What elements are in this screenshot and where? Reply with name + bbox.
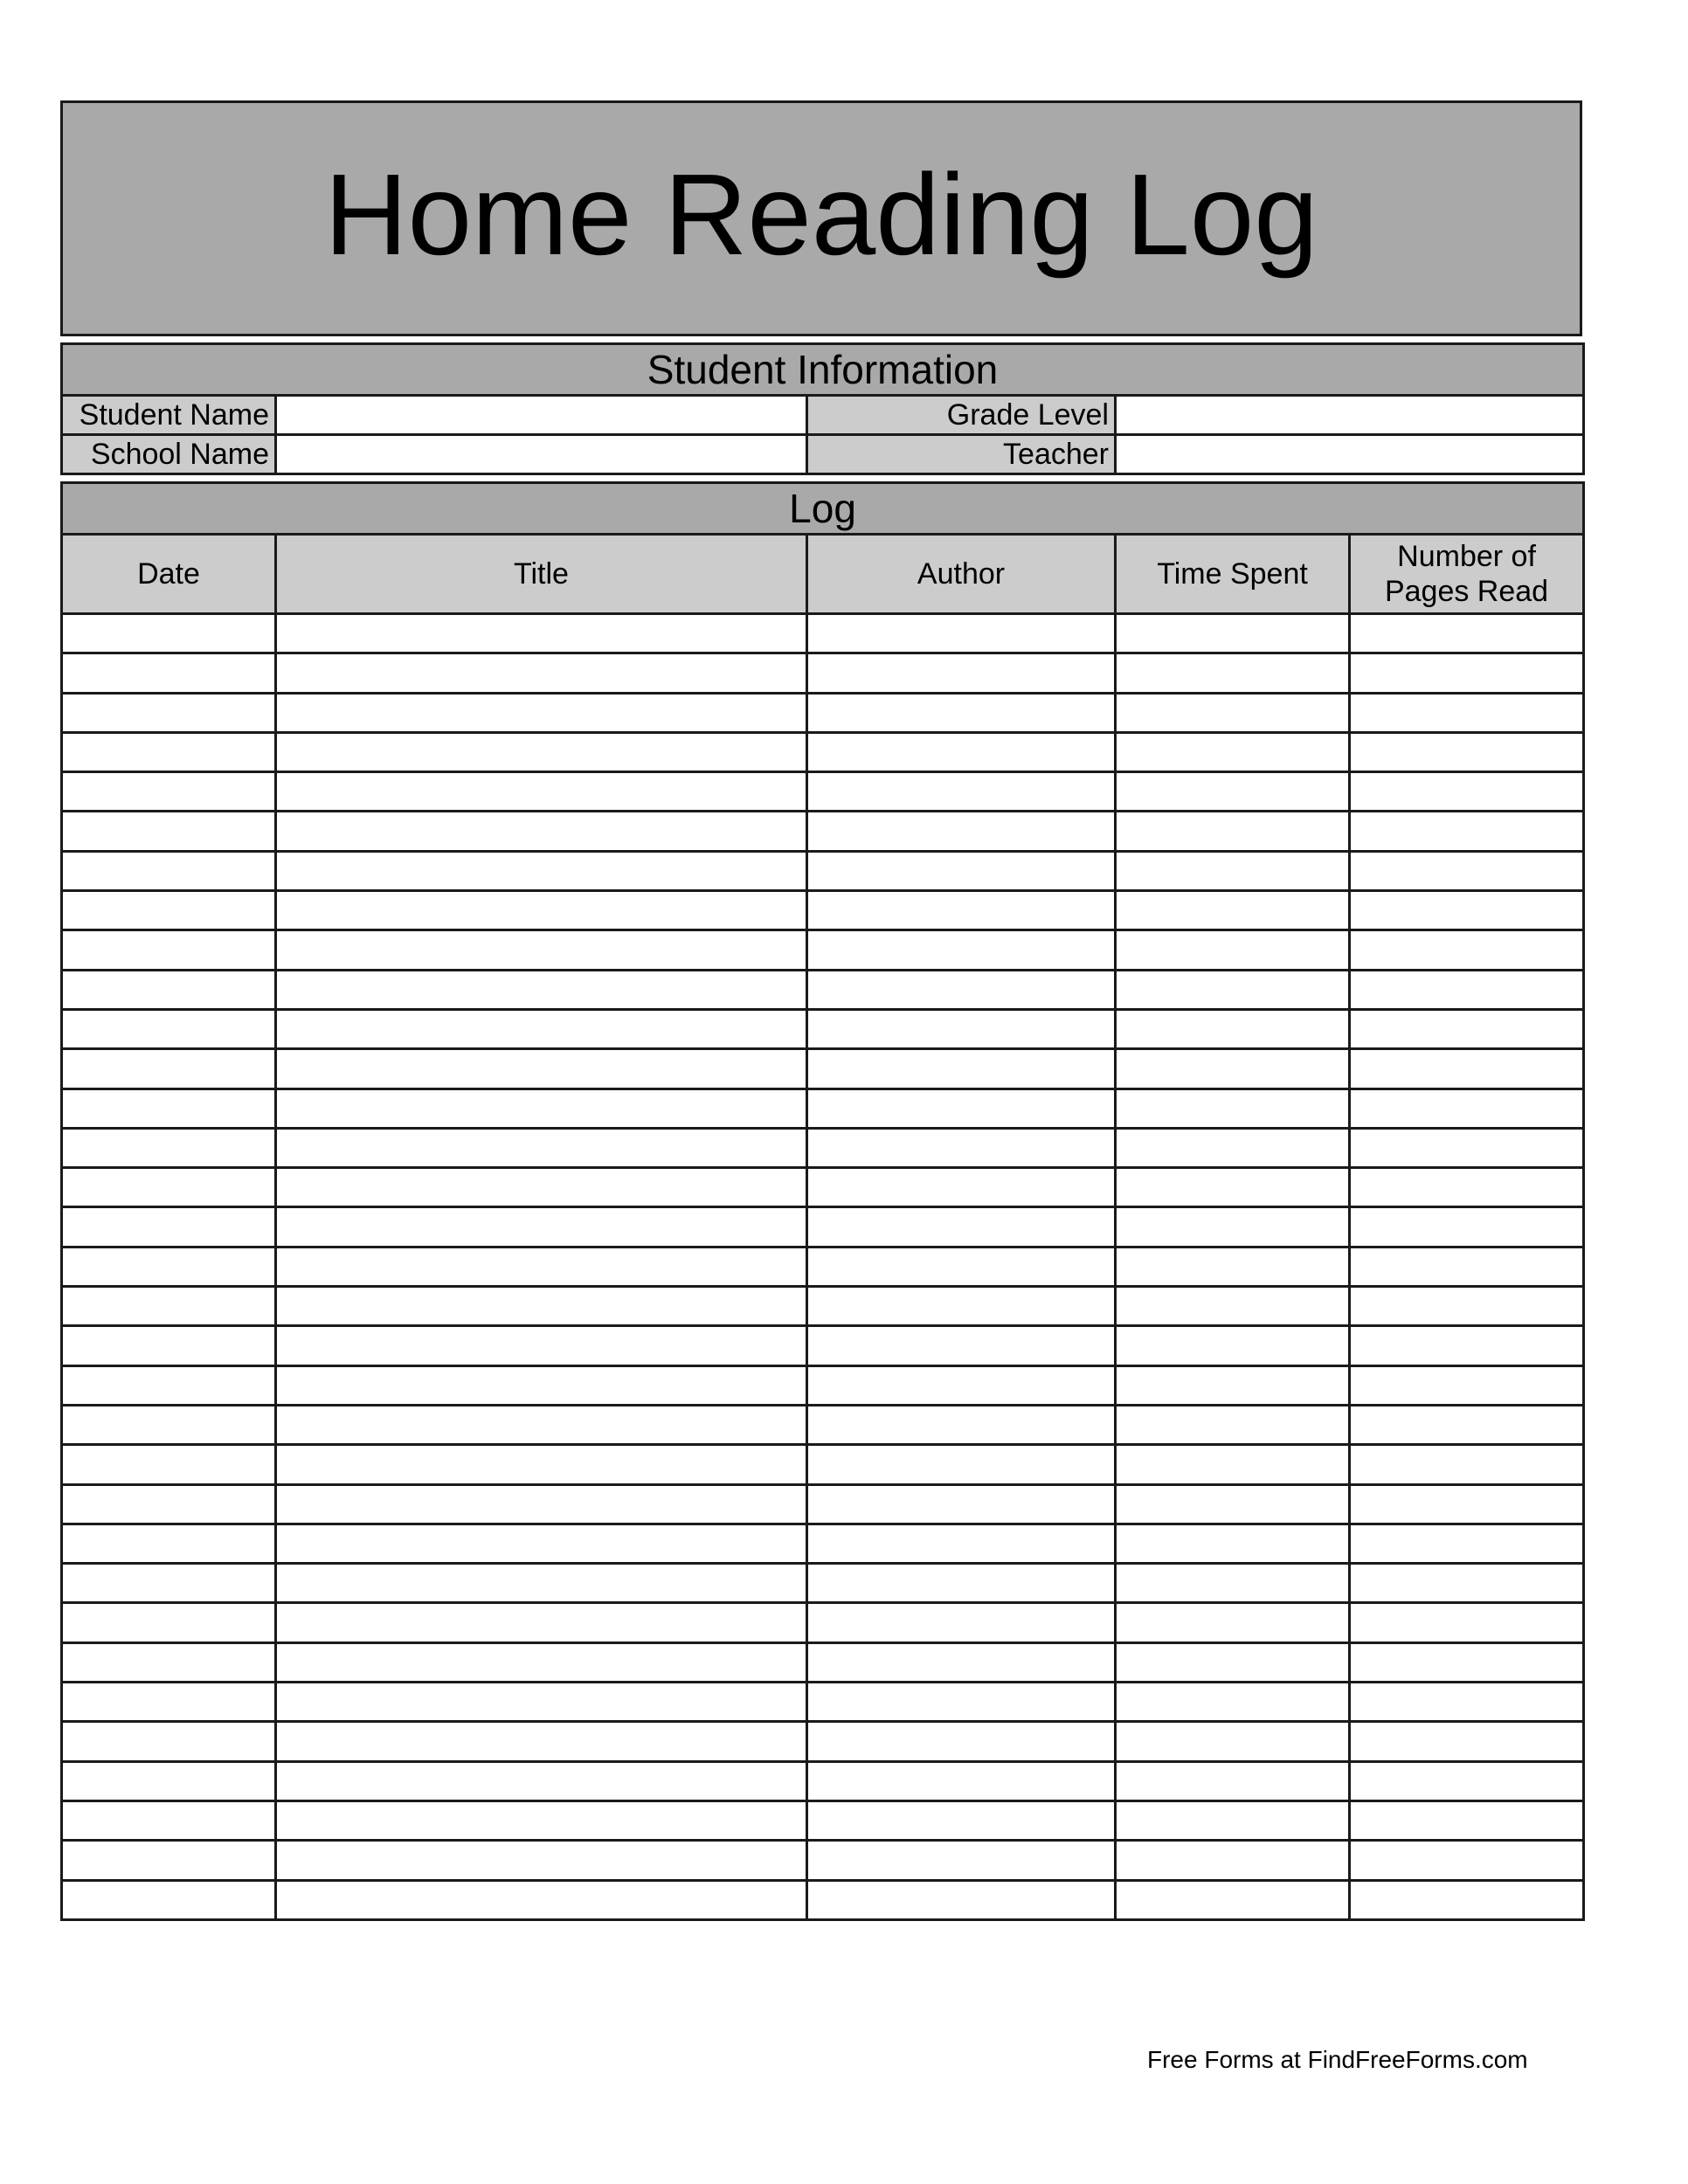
- title-cell[interactable]: [276, 1365, 807, 1405]
- time-spent-cell[interactable]: [1116, 732, 1350, 771]
- title-cell[interactable]: [276, 1049, 807, 1089]
- date-cell[interactable]: [62, 614, 276, 653]
- title-cell[interactable]: [276, 1326, 807, 1365]
- author-cell[interactable]: [807, 1326, 1116, 1365]
- author-cell[interactable]: [807, 693, 1116, 732]
- table-row: [62, 1603, 1584, 1642]
- title-cell[interactable]: [276, 1009, 807, 1048]
- author-cell[interactable]: [807, 1800, 1116, 1840]
- date-cell[interactable]: [62, 1484, 276, 1524]
- table-row: [62, 1365, 1584, 1405]
- student-name-label: Student Name: [62, 396, 276, 435]
- log-heading: Log: [62, 483, 1584, 535]
- pages-read-cell[interactable]: [1350, 1722, 1584, 1761]
- log-column-headers: [62, 535, 1584, 614]
- table-row: [62, 1287, 1584, 1326]
- time-spent-cell[interactable]: [1116, 812, 1350, 851]
- pages-read-cell[interactable]: [1350, 1603, 1584, 1642]
- pages-read-cell[interactable]: [1350, 732, 1584, 771]
- table-row: [62, 812, 1584, 851]
- table-row: [62, 1207, 1584, 1247]
- date-cell[interactable]: [62, 891, 276, 930]
- author-cell[interactable]: [807, 1049, 1116, 1089]
- author-cell[interactable]: [807, 1603, 1116, 1642]
- date-cell[interactable]: [62, 1049, 276, 1089]
- pages-read-cell[interactable]: [1350, 1564, 1584, 1603]
- title-cell[interactable]: [276, 614, 807, 653]
- date-cell[interactable]: [62, 1880, 276, 1919]
- author-cell[interactable]: [807, 614, 1116, 653]
- date-cell[interactable]: [62, 1089, 276, 1128]
- pages-read-cell[interactable]: [1350, 1524, 1584, 1563]
- time-spent-cell[interactable]: [1116, 1603, 1350, 1642]
- table-row: [62, 1800, 1584, 1840]
- date-cell[interactable]: [62, 732, 276, 771]
- author-cell[interactable]: [807, 1405, 1116, 1444]
- table-row: [62, 1761, 1584, 1800]
- author-cell[interactable]: [807, 1168, 1116, 1207]
- title-banner: [60, 100, 1582, 336]
- title-cell[interactable]: [276, 1287, 807, 1326]
- log-col-pages-read: Number of Pages Read: [1350, 535, 1584, 614]
- pages-read-cell[interactable]: [1350, 1168, 1584, 1207]
- time-spent-cell[interactable]: [1116, 1524, 1350, 1563]
- log-col-title: Title: [276, 535, 807, 614]
- pages-read-cell[interactable]: [1350, 1761, 1584, 1800]
- date-cell[interactable]: [62, 1128, 276, 1167]
- table-row: [62, 1564, 1584, 1603]
- student-name-field[interactable]: [276, 396, 807, 435]
- title-cell[interactable]: [276, 693, 807, 732]
- table-row: [62, 693, 1584, 732]
- time-spent-cell[interactable]: [1116, 1800, 1350, 1840]
- table-row: [62, 772, 1584, 812]
- author-cell[interactable]: [807, 1722, 1116, 1761]
- pages-read-cell[interactable]: [1350, 1880, 1584, 1919]
- author-cell[interactable]: [807, 1524, 1116, 1563]
- author-cell[interactable]: [807, 970, 1116, 1009]
- pages-read-cell[interactable]: [1350, 1009, 1584, 1048]
- author-cell[interactable]: [807, 653, 1116, 693]
- date-cell[interactable]: [62, 772, 276, 812]
- pages-read-cell[interactable]: [1350, 1800, 1584, 1840]
- date-cell[interactable]: [62, 1207, 276, 1247]
- table-row: [62, 1524, 1584, 1563]
- author-cell[interactable]: [807, 851, 1116, 890]
- title-cell[interactable]: [276, 891, 807, 930]
- author-cell[interactable]: [807, 1128, 1116, 1167]
- time-spent-cell[interactable]: [1116, 1564, 1350, 1603]
- table-row: [62, 1247, 1584, 1286]
- time-spent-cell[interactable]: [1116, 1722, 1350, 1761]
- time-spent-cell[interactable]: [1116, 1009, 1350, 1048]
- title-cell[interactable]: [276, 1880, 807, 1919]
- table-row: [62, 1880, 1584, 1919]
- author-cell[interactable]: [807, 1247, 1116, 1286]
- time-spent-cell[interactable]: [1116, 1405, 1350, 1444]
- time-spent-cell[interactable]: [1116, 1207, 1350, 1247]
- author-cell[interactable]: [807, 1642, 1116, 1682]
- author-cell[interactable]: [807, 1287, 1116, 1326]
- author-cell[interactable]: [807, 891, 1116, 930]
- pages-read-cell[interactable]: [1350, 1445, 1584, 1484]
- title-cell[interactable]: [276, 1484, 807, 1524]
- date-cell[interactable]: [62, 970, 276, 1009]
- author-cell[interactable]: [807, 812, 1116, 851]
- title-cell[interactable]: [276, 812, 807, 851]
- title-cell[interactable]: [276, 1722, 807, 1761]
- table-row: [62, 1089, 1584, 1128]
- date-cell[interactable]: [62, 1564, 276, 1603]
- title-cell[interactable]: [276, 1405, 807, 1444]
- title-cell[interactable]: [276, 1800, 807, 1840]
- time-spent-cell[interactable]: [1116, 1128, 1350, 1167]
- time-spent-cell[interactable]: [1116, 1683, 1350, 1722]
- page-title: Home Reading Log: [324, 150, 1318, 279]
- time-spent-cell[interactable]: [1116, 1365, 1350, 1405]
- title-cell[interactable]: [276, 930, 807, 970]
- time-spent-cell[interactable]: [1116, 1642, 1350, 1682]
- log-col-time-spent: Time Spent: [1116, 535, 1350, 614]
- author-cell[interactable]: [807, 1089, 1116, 1128]
- date-cell[interactable]: [62, 1445, 276, 1484]
- title-cell[interactable]: [276, 1168, 807, 1207]
- date-cell[interactable]: [62, 1683, 276, 1722]
- title-cell[interactable]: [276, 970, 807, 1009]
- date-cell[interactable]: [62, 1841, 276, 1880]
- pages-read-cell[interactable]: [1350, 1642, 1584, 1682]
- date-cell[interactable]: [62, 1761, 276, 1800]
- teacher-field[interactable]: [1116, 435, 1584, 474]
- title-cell[interactable]: [276, 1683, 807, 1722]
- pages-read-cell[interactable]: [1350, 772, 1584, 812]
- title-cell[interactable]: [276, 732, 807, 771]
- time-spent-cell[interactable]: [1116, 1049, 1350, 1089]
- table-row: [62, 653, 1584, 693]
- student-info-heading: Student Information: [62, 344, 1584, 396]
- footer-credit: Free Forms at FindFreeForms.com: [1147, 2046, 1528, 2073]
- pages-read-cell[interactable]: [1350, 653, 1584, 693]
- title-cell[interactable]: [276, 772, 807, 812]
- table-row: [62, 1168, 1584, 1207]
- title-cell[interactable]: [276, 1761, 807, 1800]
- grade-level-field[interactable]: [1116, 396, 1584, 435]
- pages-read-cell[interactable]: [1350, 970, 1584, 1009]
- title-cell[interactable]: [276, 1089, 807, 1128]
- log-col-date: Date: [62, 535, 276, 614]
- date-cell[interactable]: [62, 1603, 276, 1642]
- time-spent-cell[interactable]: [1116, 1326, 1350, 1365]
- date-cell[interactable]: [62, 1642, 276, 1682]
- pages-read-cell[interactable]: [1350, 851, 1584, 890]
- pages-read-cell[interactable]: [1350, 1287, 1584, 1326]
- date-cell[interactable]: [62, 1009, 276, 1048]
- author-cell[interactable]: [807, 1484, 1116, 1524]
- pages-read-cell[interactable]: [1350, 1326, 1584, 1365]
- table-row: [62, 930, 1584, 970]
- author-cell[interactable]: [807, 1365, 1116, 1405]
- date-cell[interactable]: [62, 851, 276, 890]
- title-cell[interactable]: [276, 1524, 807, 1563]
- pages-read-cell[interactable]: [1350, 1841, 1584, 1880]
- date-cell[interactable]: [62, 693, 276, 732]
- time-spent-cell[interactable]: [1116, 891, 1350, 930]
- time-spent-cell[interactable]: [1116, 1168, 1350, 1207]
- student-info-table: [60, 342, 1585, 475]
- author-cell[interactable]: [807, 1683, 1116, 1722]
- table-row: [62, 1128, 1584, 1167]
- time-spent-cell[interactable]: [1116, 1287, 1350, 1326]
- title-cell[interactable]: [276, 1445, 807, 1484]
- table-row: [62, 1009, 1584, 1048]
- date-cell[interactable]: [62, 812, 276, 851]
- pages-read-cell[interactable]: [1350, 1405, 1584, 1444]
- author-cell[interactable]: [807, 1841, 1116, 1880]
- date-cell[interactable]: [62, 653, 276, 693]
- title-cell[interactable]: [276, 653, 807, 693]
- pages-read-cell[interactable]: [1350, 1089, 1584, 1128]
- pages-read-cell[interactable]: [1350, 812, 1584, 851]
- time-spent-cell[interactable]: [1116, 851, 1350, 890]
- date-cell[interactable]: [62, 1722, 276, 1761]
- table-row: [62, 614, 1584, 653]
- author-cell[interactable]: [807, 772, 1116, 812]
- title-cell[interactable]: [276, 1207, 807, 1247]
- author-cell[interactable]: [807, 1445, 1116, 1484]
- author-cell[interactable]: [807, 930, 1116, 970]
- pages-read-cell[interactable]: [1350, 1247, 1584, 1286]
- time-spent-cell[interactable]: [1116, 1484, 1350, 1524]
- table-row: [62, 1841, 1584, 1880]
- pages-read-cell[interactable]: [1350, 1207, 1584, 1247]
- date-cell[interactable]: [62, 1405, 276, 1444]
- pages-read-cell[interactable]: [1350, 891, 1584, 930]
- author-cell[interactable]: [807, 1009, 1116, 1048]
- time-spent-cell[interactable]: [1116, 1880, 1350, 1919]
- table-row: [62, 1722, 1584, 1761]
- school-name-label: School Name: [62, 435, 276, 474]
- grade-level-label: Grade Level: [807, 396, 1116, 435]
- table-row: [62, 1683, 1584, 1722]
- pages-read-cell[interactable]: [1350, 930, 1584, 970]
- table-row: [62, 1405, 1584, 1444]
- author-cell[interactable]: [807, 1880, 1116, 1919]
- school-name-field[interactable]: [276, 435, 807, 474]
- date-cell[interactable]: [62, 930, 276, 970]
- time-spent-cell[interactable]: [1116, 1247, 1350, 1286]
- time-spent-cell[interactable]: [1116, 653, 1350, 693]
- table-row: [62, 732, 1584, 771]
- title-cell[interactable]: [276, 1603, 807, 1642]
- table-row: [62, 891, 1584, 930]
- author-cell[interactable]: [807, 1207, 1116, 1247]
- date-cell[interactable]: [62, 1247, 276, 1286]
- title-cell[interactable]: [276, 1841, 807, 1880]
- date-cell[interactable]: [62, 1365, 276, 1405]
- date-cell[interactable]: [62, 1168, 276, 1207]
- title-cell[interactable]: [276, 1128, 807, 1167]
- time-spent-cell[interactable]: [1116, 1841, 1350, 1880]
- table-row: [62, 970, 1584, 1009]
- time-spent-cell[interactable]: [1116, 772, 1350, 812]
- author-cell[interactable]: [807, 732, 1116, 771]
- teacher-label: Teacher: [807, 435, 1116, 474]
- table-row: [62, 851, 1584, 890]
- table-row: [62, 1484, 1584, 1524]
- table-row: [62, 1049, 1584, 1089]
- log-rows: [62, 614, 1584, 1920]
- table-row: [62, 1445, 1584, 1484]
- title-cell[interactable]: [276, 1247, 807, 1286]
- pages-read-cell[interactable]: [1350, 1049, 1584, 1089]
- pages-read-cell[interactable]: [1350, 1484, 1584, 1524]
- log-col-author: Author: [807, 535, 1116, 614]
- table-row: [62, 1642, 1584, 1682]
- date-cell[interactable]: [62, 1800, 276, 1840]
- log-table: [60, 481, 1585, 1921]
- date-cell[interactable]: [62, 1326, 276, 1365]
- time-spent-cell[interactable]: [1116, 693, 1350, 732]
- title-cell[interactable]: [276, 1642, 807, 1682]
- time-spent-cell[interactable]: [1116, 970, 1350, 1009]
- title-cell[interactable]: [276, 851, 807, 890]
- time-spent-cell[interactable]: [1116, 1761, 1350, 1800]
- time-spent-cell[interactable]: [1116, 614, 1350, 653]
- reading-log-form: [60, 100, 1582, 1921]
- author-cell[interactable]: [807, 1761, 1116, 1800]
- pages-read-cell[interactable]: [1350, 1365, 1584, 1405]
- pages-read-cell[interactable]: [1350, 1128, 1584, 1167]
- time-spent-cell[interactable]: [1116, 1089, 1350, 1128]
- date-cell[interactable]: [62, 1524, 276, 1563]
- pages-read-cell[interactable]: [1350, 614, 1584, 653]
- author-cell[interactable]: [807, 1564, 1116, 1603]
- title-cell[interactable]: [276, 1564, 807, 1603]
- date-cell[interactable]: [62, 1287, 276, 1326]
- pages-read-cell[interactable]: [1350, 693, 1584, 732]
- pages-read-cell[interactable]: [1350, 1683, 1584, 1722]
- table-row: [62, 1326, 1584, 1365]
- time-spent-cell[interactable]: [1116, 930, 1350, 970]
- time-spent-cell[interactable]: [1116, 1445, 1350, 1484]
